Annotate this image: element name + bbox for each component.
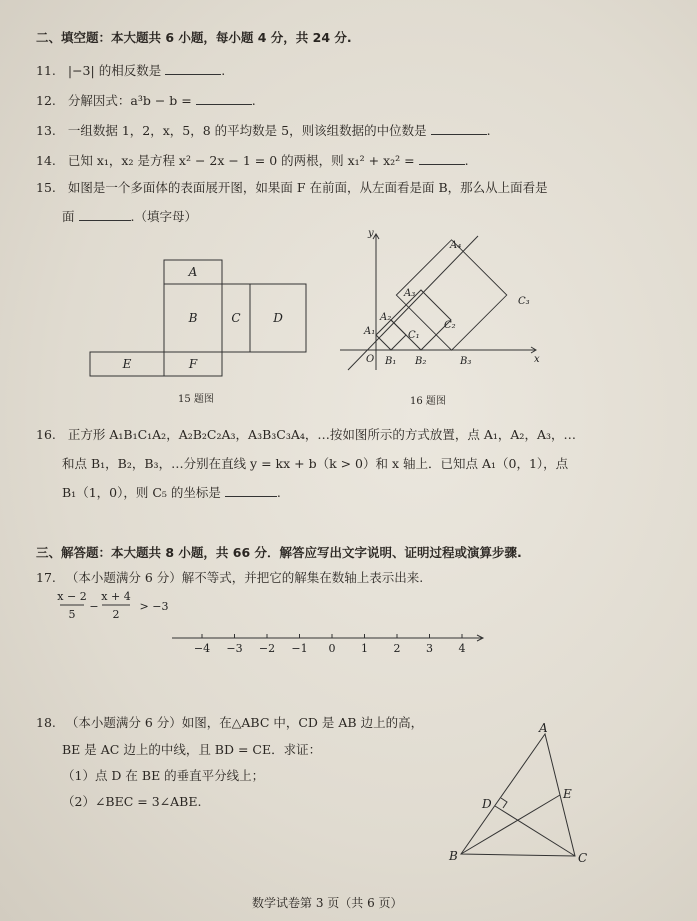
y-axis-label: y bbox=[368, 228, 374, 239]
face-label-e: E bbox=[122, 357, 132, 371]
answer-blank[interactable] bbox=[196, 92, 252, 105]
section-heading-solutions: 三、解答题：本大题共 8 小题，共 66 分．解答应写出文字说明、证明过程或演算步骤. bbox=[36, 545, 522, 560]
figure-15-net bbox=[88, 258, 318, 380]
triangle-abc bbox=[461, 734, 575, 856]
inequality-rhs: > −3 bbox=[139, 600, 169, 613]
question-number: 16. bbox=[36, 427, 56, 442]
point-label-a3: A₃ bbox=[404, 288, 416, 299]
question-tail: . bbox=[276, 485, 281, 500]
number-line-tick-label: −1 bbox=[291, 642, 308, 655]
answer-blank[interactable] bbox=[79, 208, 131, 221]
question-number: 15. bbox=[36, 180, 56, 195]
question-number: 14. bbox=[36, 153, 56, 168]
vertex-label-c: C bbox=[578, 851, 588, 865]
question-tail: . bbox=[251, 93, 256, 108]
question-14 bbox=[36, 152, 469, 169]
question-text: 面 bbox=[62, 209, 75, 224]
question-18-line2: BE 是 AC 边上的中线，且 BD = CE．求证： bbox=[62, 742, 322, 757]
question-number: 12. bbox=[36, 93, 56, 108]
point-label-d: D bbox=[482, 797, 492, 811]
answer-blank[interactable] bbox=[225, 484, 277, 497]
question-16-line3 bbox=[62, 484, 281, 501]
page-footer: 数学试卷第 3 页（共 6 页） bbox=[252, 896, 403, 910]
segment-cd bbox=[495, 806, 575, 856]
inequality-expression bbox=[58, 588, 188, 624]
figure-16-squares bbox=[338, 228, 548, 378]
point-label-c2: C₂ bbox=[444, 320, 456, 331]
square-1 bbox=[376, 320, 406, 350]
number-line-tick-label: 0 bbox=[328, 642, 336, 655]
face-label-a: A bbox=[188, 265, 198, 279]
section-heading-fill-in: 二、填空题：本大题共 6 小题，每小题 4 分，共 24 分. bbox=[36, 30, 352, 45]
number-line-tick-label: −3 bbox=[226, 642, 243, 655]
question-text: 一组数据 1，2，x，5，8 的平均数是 5，则该组数据的中位数是 bbox=[67, 123, 427, 138]
face-label-c: C bbox=[231, 311, 241, 325]
question-text: （本小题满分 6 分）解不等式，并把它的解集在数轴上表示出来. bbox=[65, 570, 424, 585]
question-text: 分解因式：a³b − b = bbox=[67, 93, 192, 108]
fraction-1-denominator: 5 bbox=[68, 608, 76, 621]
origin-label: O bbox=[366, 354, 375, 365]
question-11 bbox=[36, 62, 225, 79]
question-15-line2 bbox=[62, 208, 197, 225]
vertex-label-a: A bbox=[539, 721, 548, 735]
figure-18-triangle bbox=[445, 720, 595, 870]
question-tail: .（填字母） bbox=[130, 209, 197, 224]
question-number: 18. bbox=[36, 715, 56, 730]
question-16-line1 bbox=[36, 427, 576, 443]
x-axis-label: x bbox=[534, 354, 540, 365]
face-label-f: F bbox=[188, 357, 198, 371]
question-12 bbox=[36, 92, 256, 109]
question-text: 已知 x₁，x₂ 是方程 x² − 2x − 1 = 0 的两根，则 x₁² + x₂² = bbox=[67, 153, 415, 168]
number-line-tick-label: −4 bbox=[193, 642, 211, 655]
question-number: 11. bbox=[36, 63, 56, 78]
question-text: 如图是一个多面体的表面展开图，如果面 F 在前面，从左面看是面 B，那么从上面看是 bbox=[67, 180, 548, 195]
face-label-b: B bbox=[188, 311, 198, 325]
number-line-tick-label: 2 bbox=[393, 642, 401, 655]
minus-sign: − bbox=[89, 600, 99, 613]
figure-15-caption: 15 题图 bbox=[178, 394, 214, 405]
question-number: 17. bbox=[36, 570, 56, 585]
segment-be bbox=[461, 795, 560, 854]
point-label-a4: A₄ bbox=[450, 240, 462, 251]
number-line-tick-label: 4 bbox=[458, 642, 466, 655]
question-text: （本小题满分 6 分）如图，在△ABC 中，CD 是 AB 边上的高， bbox=[65, 715, 424, 730]
question-tail: . bbox=[464, 153, 469, 168]
question-number: 13. bbox=[36, 123, 56, 138]
point-label-c1: C₁ bbox=[408, 330, 420, 341]
number-line-tick-label: −2 bbox=[258, 642, 276, 655]
figure-16-caption: 16 题图 bbox=[410, 396, 446, 407]
question-18-part1: （1）点 D 在 BE 的垂直平分线上； bbox=[62, 768, 265, 783]
question-15-line1 bbox=[36, 180, 548, 196]
point-label-b2: B₂ bbox=[415, 356, 427, 367]
point-label-a1: A₁ bbox=[364, 326, 376, 337]
fraction-2-denominator: 2 bbox=[112, 608, 120, 621]
face-label-d: D bbox=[273, 311, 283, 325]
number-line-tick-label: 1 bbox=[361, 642, 368, 655]
point-label-b1: B₁ bbox=[385, 356, 397, 367]
point-label-a2: A₂ bbox=[380, 312, 392, 323]
answer-blank[interactable] bbox=[431, 122, 487, 135]
fraction-1-numerator: x − 2 bbox=[57, 590, 87, 603]
number-line[interactable] bbox=[170, 628, 490, 658]
answer-blank[interactable] bbox=[419, 152, 465, 165]
question-18-line1 bbox=[36, 715, 423, 731]
question-text: |−3| 的相反数是 bbox=[67, 63, 162, 78]
question-text: 正方形 A₁B₁C₁A₂，A₂B₂C₂A₃，A₃B₃C₃A₄，…按如图所示的方式放置，点 A₁，A₂，A₃，… bbox=[67, 427, 576, 442]
question-tail: . bbox=[486, 123, 491, 138]
question-18-part2: （2）∠BEC = 3∠ABE. bbox=[62, 794, 202, 809]
answer-blank[interactable] bbox=[165, 62, 221, 75]
right-angle-mark bbox=[501, 798, 507, 808]
question-16-line2: 和点 B₁，B₂，B₃，…分别在直线 y = kx + b（k > 0）和 x 轴上．已知点 A₁（0，1），点 bbox=[62, 456, 569, 471]
question-13 bbox=[36, 122, 491, 139]
question-tail: . bbox=[221, 63, 226, 78]
point-label-b3: B₃ bbox=[460, 356, 472, 367]
number-line-tick-label: 3 bbox=[426, 642, 433, 655]
vertex-label-b: B bbox=[449, 849, 458, 863]
point-label-c3: C₃ bbox=[518, 296, 530, 307]
fraction-2-numerator: x + 4 bbox=[101, 590, 131, 603]
point-label-e: E bbox=[563, 787, 572, 801]
question-17 bbox=[36, 570, 423, 586]
question-text: B₁（1，0），则 C₅ 的坐标是 bbox=[62, 485, 221, 500]
